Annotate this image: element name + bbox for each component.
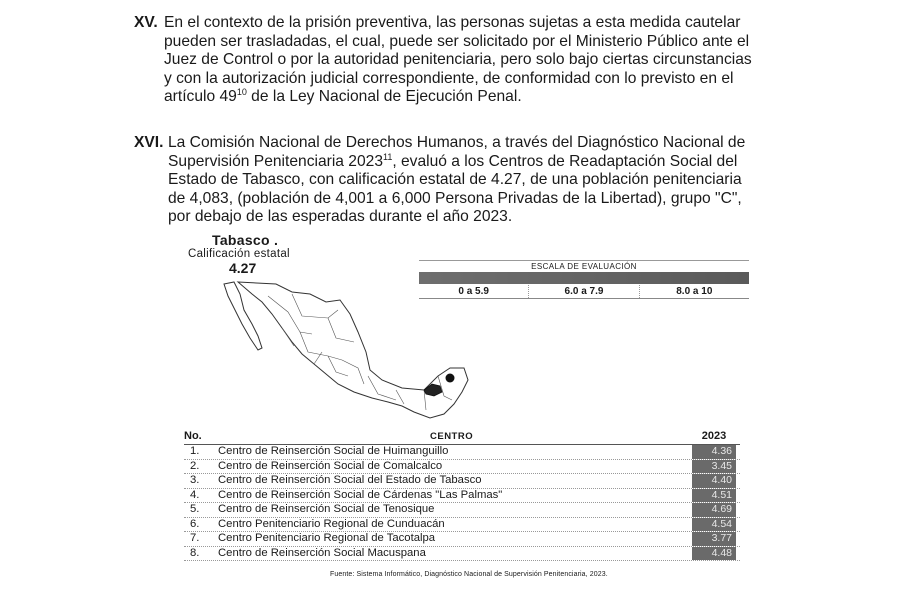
row-center-name: Centro de Reinserción Social Macuspana [218,546,426,559]
text-line: La Comisión Nacional de Derechos Humanos, a través del Diagnóstico Nacional de [168,134,746,151]
mainland-shape [238,282,468,418]
row-number: 2. [190,459,200,472]
text-line: por debajo de las esperadas durante el año 2023. [168,208,513,226]
row-number: 6. [190,517,200,530]
paragraph-xv [134,14,784,114]
footnote-reference: 11 [383,151,393,162]
map-state-score: 4.27 [229,260,257,276]
text-line [168,153,784,172]
table-source-note: Fuente: Sistema Informático, Diagnóstico Nacional de Supervisión Penitenciaria, 2023. [330,571,608,578]
row-score: 4.54 [692,518,736,532]
row-score: 4.36 [692,445,736,459]
row-center-name: Centro de Reinserción Social de Huimanguillo [218,445,449,457]
table-row [184,518,740,533]
map-state-title: Tabasco . [212,232,279,248]
table-row [184,460,740,475]
scale-title: ESCALA DE EVALUACIÓN [419,260,749,273]
table-row [184,445,740,460]
header-center: CENTRO [430,431,474,442]
row-number: 5. [190,503,200,515]
footnote-reference: 10 [236,87,247,98]
row-number: 7. [190,532,200,544]
scale-bar [419,272,749,284]
row-score: 3.45 [692,460,736,474]
row-score: 4.69 [692,503,736,517]
scale-ranges [419,285,749,299]
row-number: 3. [190,474,200,486]
text-segment: artículo 49 [164,88,237,106]
row-center-name: Centro Penitenciario Regional de Tacotalpa [218,532,436,544]
table-row [184,532,740,547]
row-center-name: Centro de Reinserción Social de Cárdenas "Las Palmas" [218,488,503,501]
paragraph-number: XV. [134,14,158,31]
paragraph-text [164,14,784,107]
text-segment: , evaluó a los Centros de Readaptación Social del [392,152,738,170]
paragraph-text [168,134,784,227]
text-line: pueden ser trasladadas, el cual, puede ser solicitado por el Ministerio Público ante el [164,32,750,50]
row-center-name: Centro de Reinserción Social de Comalcalco [218,459,443,472]
row-score: 4.48 [692,547,736,561]
scale-range-high: 8.0 a 10 [676,286,713,297]
table-header [184,430,740,445]
scale-range-mid: 6.0 a 7.9 [529,285,639,298]
text-line: y con la autorización judicial correspondiente, de conformidad con lo previsto en el [164,69,734,87]
tabasco-marker [446,374,455,383]
text-line: En el contexto de la prisión preventiva, las personas sujetas a esta medida cautelar [164,14,741,31]
row-number: 1. [190,445,200,457]
table-row [184,474,740,489]
text-line: Estado de Tabasco, con calificación estatal de 4.27, de una población penitenciaria [168,171,742,189]
text-line: de 4,083, (población de 4,001 a 6,000 Persona Privadas de la Libertad), grupo "C", [168,189,742,207]
text-line: Juez de Control o por la autoridad penitenciaria, pero solo bajo ciertas circunstancias [164,51,752,69]
text-segment: de la Ley Nacional de Ejecución Penal. [246,88,522,106]
paragraph-xvi [134,134,784,234]
paragraph-number: XVI. [134,134,164,151]
row-center-name: Centro Penitenciario Regional de Cunduacán [218,517,445,530]
map-subtitle: Calificación estatal [188,248,290,260]
header-year: 2023 [701,430,727,442]
table-row [184,547,740,562]
text-line [164,88,784,107]
evaluation-scale [419,260,749,298]
row-score: 4.40 [692,474,736,488]
centers-table [184,430,740,561]
row-number: 8. [190,546,200,559]
table-row [184,489,740,504]
row-score: 3.77 [692,532,736,546]
row-center-name: Centro de Reinserción Social de Tenosique [218,503,435,515]
text-segment: Supervisión Penitenciaria 2023 [168,152,383,170]
row-center-name: Centro de Reinserción Social del Estado de Tabasco [218,474,482,486]
table-row [184,503,740,518]
row-score: 4.51 [692,489,736,503]
header-number: No. [184,430,202,442]
scale-range-low: 0 a 5.9 [419,285,529,298]
row-number: 4. [190,488,200,501]
